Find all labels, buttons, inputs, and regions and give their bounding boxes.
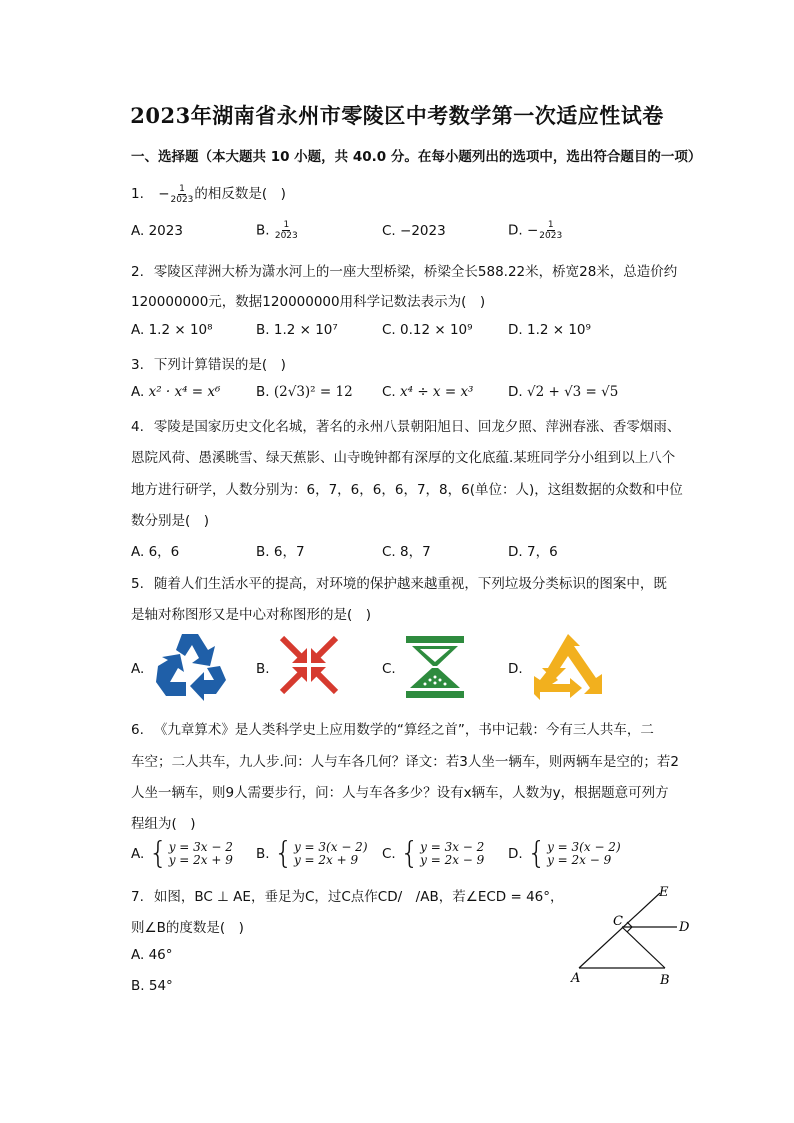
option-a[interactable]: A. 6，6 — [131, 544, 180, 560]
label-c: C — [613, 914, 623, 929]
option-c[interactable]: C. x⁴ ÷ x = x³ — [382, 384, 474, 400]
question-5-line: 是轴对称图形又是中心对称图形的是( ) — [131, 607, 372, 623]
question-3: 3. 下列计算错误的是( ) — [131, 357, 286, 373]
label-a: A — [571, 971, 581, 986]
section-heading: 一、选择题（本大题共 10 小题，共 40.0 分。在每小题列出的选项中，选出符合题目的一项） — [131, 149, 702, 165]
option-a[interactable]: A. — [131, 661, 145, 677]
question-6-line: 车空；二人共车，九人步.问：人与车各几何？译文：若3人坐一辆车，则两辆车是空的；若2 — [131, 754, 679, 770]
option-a[interactable]: A. x² · x⁴ = x⁶ — [131, 384, 221, 400]
option-d[interactable]: D. 7，6 — [508, 544, 558, 560]
line-ae — [579, 893, 660, 968]
option-a[interactable]: A. 2023 — [131, 223, 183, 239]
label-e: E — [659, 885, 669, 900]
inward-arrows-icon[interactable] — [278, 634, 340, 696]
option-c[interactable]: C. — [382, 661, 396, 677]
option-c[interactable]: C. 8，7 — [382, 544, 431, 560]
option-a[interactable]: A. { y = 3x − 2 y = 2x + 9 — [131, 836, 233, 871]
option-b[interactable]: B. { y = 3(x − 2) y = 2x + 9 — [256, 836, 368, 871]
question-6: 6. 《九章算术》是人类科学史上应用数学的“算经之首”，书中记载：今有三人共车，二 — [131, 722, 654, 738]
option-d[interactable]: D. √2 + √3 = √5 — [508, 384, 619, 400]
question-7-line: 则∠B的度数是( ) — [131, 920, 244, 936]
recycle-icon[interactable] — [152, 630, 228, 702]
question-4: 4. 零陵是国家历史文化名城，著名的永州八景朝阳旭日、回龙夕照、萍洲春涨、香零烟雨、 — [131, 419, 681, 435]
option-d[interactable]: D. — [508, 661, 523, 677]
question-4-line: 地方进行研学，人数分别为：6，7，6，6，6，7，8，6(单位：人)，这组数据的众数和中位 — [131, 482, 683, 498]
option-b[interactable]: B. 54° — [131, 978, 173, 994]
option-a[interactable]: A. 1.2 × 10⁸ — [131, 322, 213, 338]
question-4-line: 数分别是( ) — [131, 513, 210, 529]
question-6-line: 程组为( ) — [131, 816, 196, 832]
sign: − — [158, 186, 170, 202]
option-b[interactable]: B. $\frac{1}{2023}$ — [256, 220, 298, 241]
option-d[interactable]: D. − $\frac{1}{2023}$ — [508, 220, 563, 241]
option-b[interactable]: B. 1.2 × 10⁷ — [256, 322, 338, 338]
label-b: B — [660, 973, 670, 988]
option-b[interactable]: B. (2√3)² = 12 — [256, 384, 353, 400]
triangle-arrows-icon[interactable] — [530, 632, 606, 702]
line-cb — [622, 927, 665, 968]
label-d: D — [679, 920, 690, 935]
option-d[interactable]: D. { y = 3(x − 2) y = 2x − 9 — [508, 836, 621, 871]
question-6-line: 人坐一辆车，则9人需要步行，问：人与车各多少？设有x辆车，人数为y，根据题意可列方 — [131, 785, 669, 801]
question-7: 7. 如图，BC ⊥ AE，垂足为C，过C点作CD/ /AB，若∠ECD = 46°， — [131, 889, 564, 905]
fraction: $\frac{1}{2023}$ — [170, 183, 194, 205]
option-b[interactable]: B. 6，7 — [256, 544, 305, 560]
hourglass-icon[interactable] — [404, 634, 466, 700]
option-d[interactable]: D. 1.2 × 10⁹ — [508, 322, 591, 338]
question-text: 的相反数是( ) — [194, 186, 286, 202]
question-1 — [131, 182, 286, 205]
geometry-figure — [565, 880, 700, 990]
question-4-line: 恩院风荷、愚溪眺雪、绿天蕉影、山寺晚钟都有深厚的文化底蕴.某班同学分小组到以上八个 — [131, 450, 676, 466]
option-c[interactable]: C. 0.12 × 10⁹ — [382, 322, 473, 338]
page-title: 2023年湖南省永州市零陵区中考数学第一次适应性试卷 — [130, 103, 664, 128]
question-5: 5. 随着人们生活水平的提高，对环境的保护越来越重视，下列垃圾分类标识的图案中，既 — [131, 576, 667, 592]
option-b[interactable]: B. — [256, 661, 270, 677]
question-number: 1. — [131, 186, 144, 202]
option-c[interactable]: C. −2023 — [382, 223, 446, 239]
option-a[interactable]: A. 46° — [131, 947, 173, 963]
question-2: 2. 零陵区萍洲大桥为潇水河上的一座大型桥梁，桥梁全长588.22米，桥宽28米，总造价约 — [131, 264, 678, 280]
question-2-line: 120000000元，数据120000000用科学记数法表示为( ) — [131, 294, 486, 310]
option-c[interactable]: C. { y = 3x − 2 y = 2x − 9 — [382, 836, 485, 871]
